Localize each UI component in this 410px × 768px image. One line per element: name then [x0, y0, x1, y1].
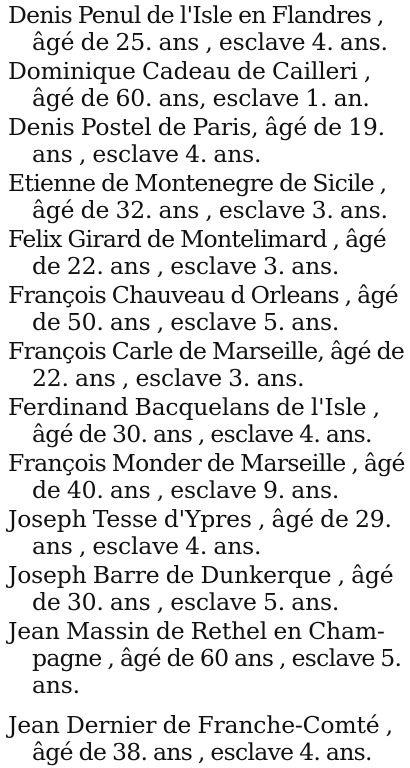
entry-line: ans.: [32, 671, 80, 699]
entry-line: âgé de 30. ans , esclave 4. ans.: [32, 420, 372, 448]
entry-line: âgé de 25. ans , esclave 4. ans.: [32, 28, 388, 56]
entry-line: Denis Penul de l'Isle en Flandres ,: [8, 1, 384, 29]
entry-line: de 22. ans , esclave 3. ans.: [32, 252, 340, 280]
entry-line: âgé de 60. ans, esclave 1. an.: [32, 84, 370, 112]
entry-line: Jean Dernier de Franche-Comté ,: [8, 711, 393, 739]
list-item: [8, 2, 400, 56]
entry-line: pagne , âgé de 60 ans , esclave 5.: [32, 644, 402, 672]
list-item: [8, 449, 405, 504]
list-item: [8, 506, 400, 560]
entry-line: ans , esclave 4. ans.: [32, 532, 262, 560]
entry-line: de 50. ans , esclave 5. ans.: [32, 308, 340, 336]
list-item: [8, 337, 405, 392]
entry-line: François Carle de Marseille, âgé de: [8, 337, 405, 365]
entry-line: 22. ans , esclave 3. ans.: [32, 364, 305, 392]
entry-line: Joseph Barre de Dunkerque , âgé: [8, 561, 394, 589]
list-item: [8, 618, 400, 699]
entry-line: de 40. ans , esclave 9. ans.: [32, 476, 340, 504]
list-item: [8, 170, 400, 224]
list-item: [8, 114, 400, 168]
list-item: [8, 226, 400, 280]
list-item: [8, 58, 400, 112]
entry-line: Joseph Tesse d'Ypres , âgé de 29.: [8, 505, 392, 533]
entry-line: Denis Postel de Paris, âgé de 19.: [8, 113, 385, 141]
entry-line: François Monder de Marseille , âgé: [8, 449, 405, 477]
entry-line: âgé de 32. ans , esclave 3. ans.: [32, 196, 388, 224]
entry-line: Etienne de Montenegre de Sicile ,: [8, 169, 387, 197]
entry-line: Jean Massin de Rethel en Cham-: [8, 617, 385, 645]
entry-line: de 30. ans , esclave 5. ans.: [32, 588, 340, 616]
list-item: [8, 394, 400, 448]
entry-line: Ferdinand Bacquelans de l'Isle ,: [8, 393, 380, 421]
entry-line: Dominique Cadeau de Cailleri ,: [8, 57, 372, 85]
list-item: [8, 562, 400, 616]
entry-line: François Chauveau d Orleans , âgé: [8, 281, 399, 309]
list-item: [8, 712, 400, 766]
entry-line: ans , esclave 4. ans.: [32, 140, 262, 168]
entry-line: Felix Girard de Montelimard , âgé: [8, 225, 386, 253]
list-item: [8, 282, 400, 336]
entry-line: âgé de 38. ans , esclave 4. ans.: [32, 738, 372, 766]
